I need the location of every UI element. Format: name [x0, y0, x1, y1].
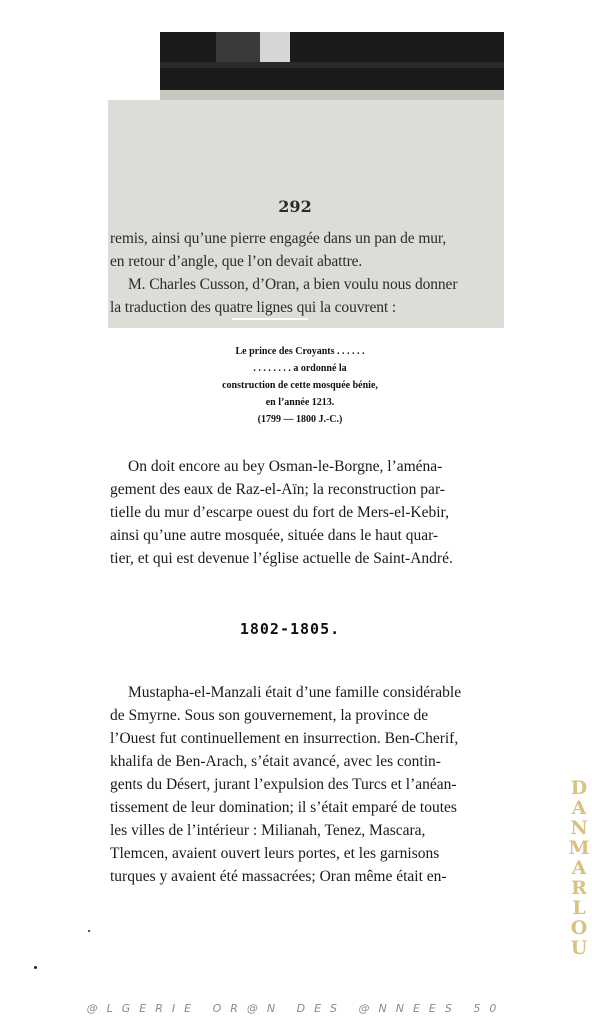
scan-text-line: remis, ainsi qu’une pierre engagée dans un pan de mur, [110, 230, 447, 247]
inscription-line: en l’année 1213. [265, 397, 335, 408]
scan-text-line: M. Charles Cusson, d’Oran, a bien voulu nous donner [128, 276, 458, 293]
footer-caption: @LGERIE OR@N DES @NNEES 50 [86, 1002, 506, 1015]
page-number: 292 [278, 197, 312, 216]
paragraph-line: gement des eaux de Raz-el-Aïn; la reconstruction par- [110, 481, 445, 498]
scan-speck [88, 930, 90, 932]
scan-dark-header-band [160, 32, 504, 90]
inscription-line: . . . . . . . . a ordonné la [253, 363, 347, 374]
scan-artifact-light-block [260, 32, 290, 62]
scan-text-line: en retour d’angle, que l’on devait abattre. [110, 253, 363, 270]
paragraph-line: tier, et qui est devenue l’église actuelle de Saint-André. [110, 550, 453, 567]
paragraph-line: gents du Désert, jurant l’expulsion des Turcs et l’anéan- [110, 776, 457, 793]
paragraph-line: tissement de leur domination; il s’était emparé de toutes [110, 799, 457, 816]
paragraph-line: tielle du mur d’escarpe ouest du fort de Mers-el-Kebir, [110, 504, 449, 521]
scan-notch [108, 32, 160, 100]
section-heading: 1802-1805. [239, 620, 341, 638]
scan-speck [34, 966, 37, 969]
paragraph-line: les villes de l’intérieur : Milianah, Tenez, Mascara, [110, 822, 426, 839]
scan-underline-mark [232, 318, 308, 320]
scan-text-line: la traduction des quatre lignes qui la couvrent : [110, 299, 397, 316]
inscription-line: Le prince des Croyants . . . . . . [235, 346, 365, 357]
inscription-line: construction de cette mosquée bénie, [222, 380, 378, 391]
inscription-line: (1799 — 1800 J.-C.) [257, 414, 343, 425]
paragraph-line: l’Ouest fut continuellement en insurrection. Ben-Cherif, [110, 730, 459, 747]
scan-artifact-strip [160, 62, 504, 68]
paragraph-line: On doit encore au bey Osman-le-Borgne, l’aména- [128, 458, 443, 475]
vertical-watermark: DANMARLOU [568, 777, 590, 959]
paragraph-line: Mustapha-el-Manzali était d’une famille considérable [128, 684, 462, 701]
paragraph-line: turques y avaient été massacrées; Oran même était en- [110, 868, 447, 885]
paragraph-line: ainsi qu’une autre mosquée, située dans le haut quar- [110, 527, 439, 544]
scan-grey-band [160, 90, 504, 100]
scan-artifact-block [216, 32, 260, 62]
paragraph-line: khalifa de Ben-Arach, s’était avancé, avec les contin- [110, 753, 441, 770]
paragraph-line: Tlemcen, avaient ouvert leurs portes, et les garnisons [110, 845, 440, 862]
paragraph-line: de Smyrne. Sous son gouvernement, la province de [110, 707, 429, 724]
